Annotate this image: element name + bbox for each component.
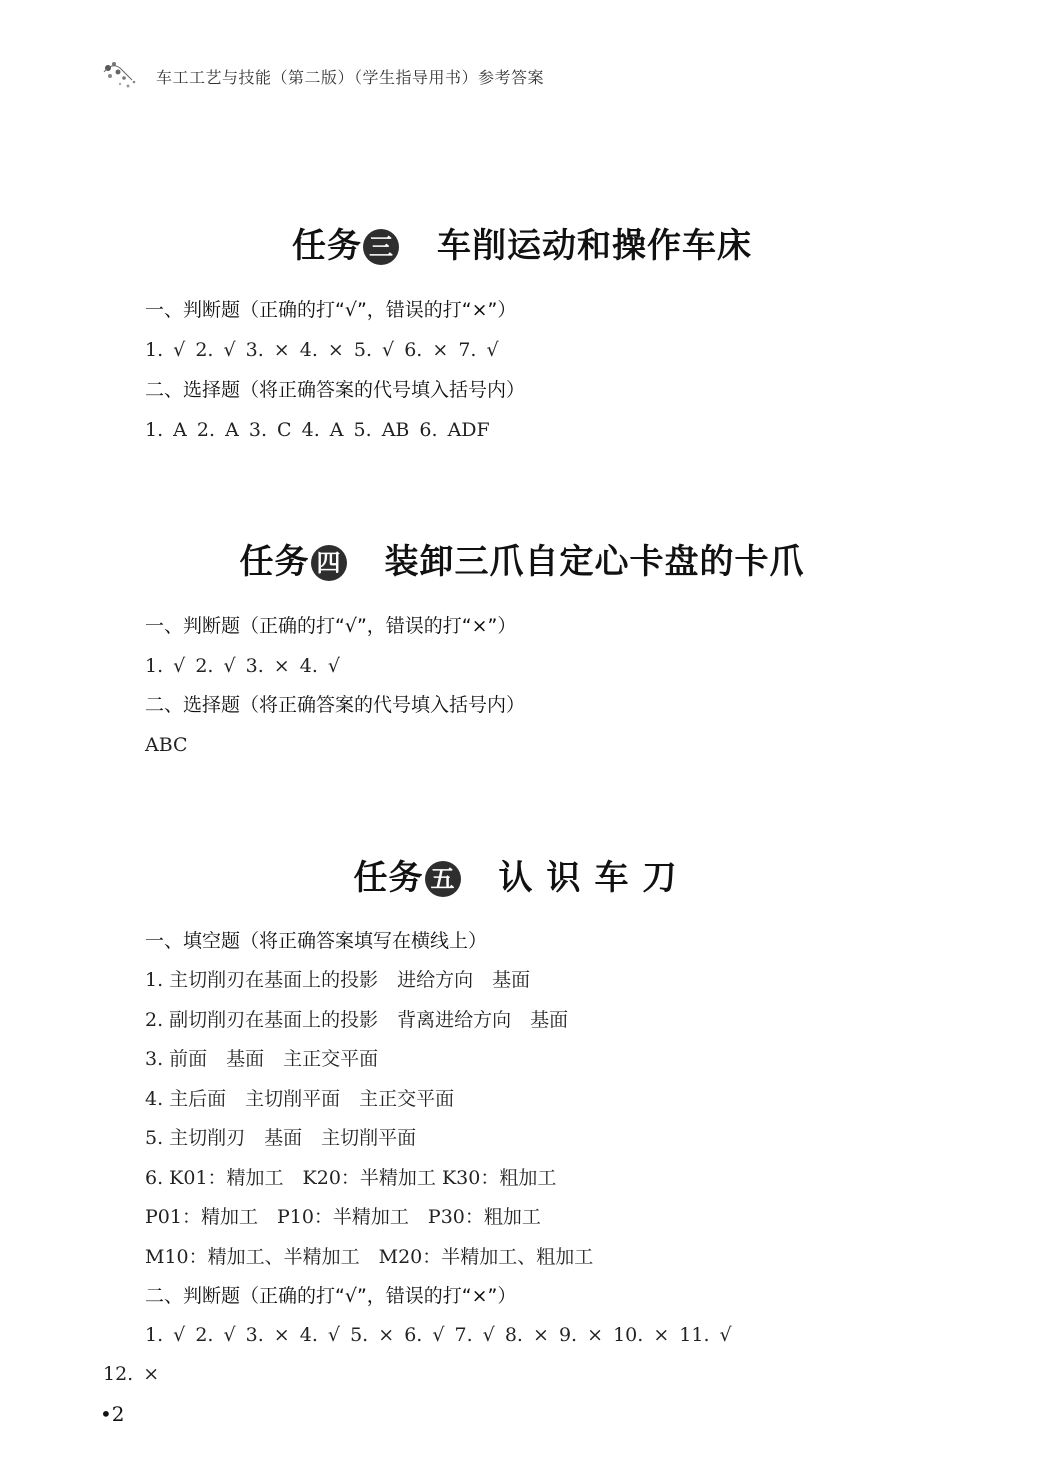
task-5-heading: 认识车刀 [498,858,691,898]
task-3-heading: 车削运动和操作车床 [437,226,752,266]
task-5-title [0,850,1044,899]
task-4-heading: 装卸三爪自定心卡盘的卡爪 [384,542,805,582]
task-5-fill-answer-4: 4. 主后面 主切削平面 主正交平面 [145,1088,455,1110]
task-5-fill-answer-6-cont-m: M10：精加工、半精加工 M20：半精加工、粗加工 [145,1246,594,1268]
task-4-prefix: 任务 [239,542,310,582]
task-3-section-2-heading: 二、选择题（将正确答案的代号填入括号内） [145,379,526,401]
task-4-section-1-heading: 一、判断题（正确的打“√”，错误的打“×”） [145,615,517,637]
task-3-choice-answers: 1. A 2. A 3. C 4. A 5. AB 6. ADF [145,419,490,441]
task-3-prefix: 任务 [292,226,362,266]
task-5-number-badge: 五 [425,861,461,897]
task-5-judgment-answers-cont: 12. × [103,1363,160,1385]
page-number: •2 [100,1402,125,1426]
task-5-fill-answer-6: 6. K01：精加工 K20：半精加工 K30：粗加工 [145,1167,557,1189]
task-4-title [0,534,1044,583]
task-5-section-1-heading: 一、填空题（将正确答案填写在横线上） [145,930,488,952]
task-5-judgment-answers: 1. √ 2. √ 3. × 4. √ 5. × 6. √ 7. √ 8. × 9. × 10. × 11. √ [145,1324,732,1346]
task-3-title [0,218,1044,267]
task-5-fill-answer-1: 1. 主切削刃在基面上的投影 进给方向 基面 [145,969,531,991]
task-3-number-badge: 三 [363,229,399,265]
task-4-section-2-heading: 二、选择题（将正确答案的代号填入括号内） [145,694,526,716]
task-5-section-2-heading: 二、判断题（正确的打“√”，错误的打“×”） [145,1285,517,1307]
task-5-prefix: 任务 [353,858,424,898]
running-header [100,58,544,94]
task-3-judgment-answers: 1. √ 2. √ 3. × 4. × 5. √ 6. × 7. √ [145,339,499,361]
task-4-judgment-answers: 1. √ 2. √ 3. × 4. √ [145,655,341,677]
task-3-section-1-heading: 一、判断题（正确的打“√”，错误的打“×”） [145,299,517,321]
header-title: 车工工艺与技能（第二版）（学生指导用书）参考答案 [156,67,545,87]
task-5-fill-answer-6-cont-p: P01：精加工 P10：半精加工 P30：粗加工 [145,1206,541,1228]
decorative-ornament-icon [100,58,150,94]
task-4-number-badge: 四 [311,545,347,581]
task-5-fill-answer-2: 2. 副切削刃在基面上的投影 背离进给方向 基面 [145,1009,569,1031]
task-5-fill-answer-5: 5. 主切削刃 基面 主切削平面 [145,1127,417,1149]
task-5-fill-answer-3: 3. 前面 基面 主正交平面 [145,1048,379,1070]
task-4-choice-answers: ABC [145,734,188,756]
